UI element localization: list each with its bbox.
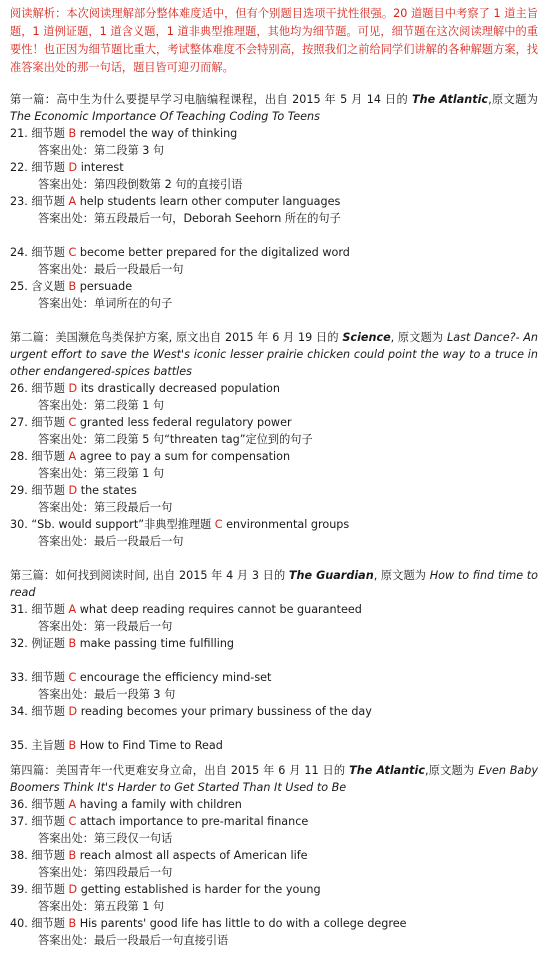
question-item <box>10 601 538 618</box>
question-type: 细节题 <box>31 798 65 811</box>
question-number: 34. <box>10 705 28 718</box>
answer-letter: B <box>68 280 77 293</box>
section-3 <box>10 567 538 754</box>
question-number: 31. <box>10 603 28 616</box>
answer-text: agree to pay a sum for compensation <box>79 450 291 463</box>
question-item <box>10 380 538 397</box>
answer-source: 答案出处：最后一段最后一句 <box>38 535 184 548</box>
answer-letter: B <box>68 127 77 140</box>
question-number: 21. <box>10 127 28 140</box>
question-item <box>10 482 538 499</box>
question-number: 30. <box>10 518 28 531</box>
question-item <box>10 448 538 465</box>
answer-text: reading becomes your primary bussiness of the day <box>80 705 372 718</box>
question-number: 35. <box>10 739 28 752</box>
question-item <box>10 244 538 261</box>
question-type: 细节题 <box>31 849 65 862</box>
question-item <box>10 703 538 720</box>
section-4 <box>10 762 538 949</box>
question-type: 细节题 <box>31 382 65 395</box>
answer-source: 答案出处：第三段第 1 句 <box>38 467 165 480</box>
answer-text: what deep reading requires cannot be guaranteed <box>79 603 362 616</box>
answer-letter: C <box>68 671 77 684</box>
section-heading-mid: , 原文题为 <box>390 331 447 344</box>
question-number: 32. <box>10 637 28 650</box>
question-type: 主旨题 <box>31 739 65 752</box>
question-number: 36. <box>10 798 28 811</box>
question-type: 细节题 <box>31 705 65 718</box>
answer-source: 答案出处：最后一段最后一句直接引语 <box>38 934 229 947</box>
answer-text: interest <box>80 161 124 174</box>
publication-name: Science <box>342 331 391 344</box>
answer-text: become better prepared for the digitalized word <box>79 246 350 259</box>
question-item <box>10 796 538 813</box>
section-heading <box>10 329 538 380</box>
answer-letter: A <box>68 798 77 811</box>
answer-source: 答案出处：第二段第 5 句“threaten tag”定位到的句子 <box>38 433 313 446</box>
section-1 <box>10 91 538 312</box>
question-number: 23. <box>10 195 28 208</box>
answer-letter: B <box>68 917 77 930</box>
article-title: Last Dance?- An urgent effort to save the West's iconic lesser prairie chicken could point the way to a truce in other endangered-spices battles <box>10 331 539 378</box>
question-type: “Sb. would support”非典型推理题 <box>31 518 212 531</box>
question-type: 细节题 <box>31 484 65 497</box>
section-heading-mid: ,原文题为 <box>488 93 538 106</box>
question-type: 细节题 <box>31 883 65 896</box>
answer-text: attach importance to pre-marital finance <box>79 815 309 828</box>
question-number: 39. <box>10 883 28 896</box>
question-item <box>10 159 538 176</box>
question-number: 26. <box>10 382 28 395</box>
answer-text: How to Find Time to Read <box>79 739 223 752</box>
answer-text: the states <box>80 484 137 497</box>
question-type: 细节题 <box>31 127 65 140</box>
answer-source: 答案出处：最后一段最后一句 <box>38 263 184 276</box>
question-item <box>10 125 538 142</box>
question-type: 细节题 <box>31 195 65 208</box>
section-heading-mid: ,原文题为 <box>424 764 479 777</box>
section-2 <box>10 329 538 550</box>
answer-letter: D <box>68 161 78 174</box>
question-number: 28. <box>10 450 28 463</box>
answer-source: 答案出处：第二段第 3 句 <box>38 144 165 157</box>
question-type: 细节题 <box>31 603 65 616</box>
publication-name: The Atlantic <box>349 764 425 777</box>
question-number: 24. <box>10 246 28 259</box>
question-type: 细节题 <box>31 246 65 259</box>
answer-letter: D <box>68 382 78 395</box>
question-number: 33. <box>10 671 28 684</box>
article-title: The Economic Importance Of Teaching Coding To Teens <box>10 110 320 123</box>
answer-text: reach almost all aspects of American life <box>79 849 308 862</box>
question-type: 细节题 <box>31 161 65 174</box>
question-item <box>10 635 538 652</box>
answer-letter: A <box>68 195 77 208</box>
answer-letter: C <box>214 518 223 531</box>
answer-source: 答案出处：第三段最后一句 <box>38 501 173 514</box>
section-heading <box>10 567 538 601</box>
answer-text: His parents' good life has little to do with a college degree <box>79 917 407 930</box>
question-item <box>10 193 538 210</box>
question-item <box>10 813 538 830</box>
answer-letter: C <box>68 246 77 259</box>
question-type: 含义题 <box>31 280 65 293</box>
question-number: 40. <box>10 917 28 930</box>
answer-source: 答案出处：第五段最后一句，Deborah Seehorn 所在的句子 <box>38 212 341 225</box>
answer-text: encourage the efficiency mind-set <box>79 671 272 684</box>
answer-source: 答案出处：第一段最后一句 <box>38 620 173 633</box>
section-heading-cn: 第四篇：美国青年一代更难安身立命，出自 2015 年 6 月 11 日的 <box>10 764 350 777</box>
question-type: 细节题 <box>31 815 65 828</box>
answer-letter: B <box>68 849 77 862</box>
answer-source: 答案出处：单词所在的句子 <box>38 297 173 310</box>
article-title: How to find time to read <box>10 569 538 599</box>
question-type: 细节题 <box>31 450 65 463</box>
article-title: Even Baby Boomers Think It's Harder to Get Started Than It Used to Be <box>10 764 538 794</box>
question-number: 22. <box>10 161 28 174</box>
publication-name: The Guardian <box>288 569 374 582</box>
answer-letter: D <box>68 705 78 718</box>
answer-letter: A <box>68 603 77 616</box>
answer-text: help students learn other computer languages <box>79 195 341 208</box>
answer-source: 答案出处：第二段第 1 句 <box>38 399 165 412</box>
question-item <box>10 915 538 932</box>
answer-letter: B <box>68 739 77 752</box>
question-item <box>10 737 538 754</box>
question-type: 细节题 <box>31 917 65 930</box>
answer-letter: A <box>68 450 77 463</box>
answer-text: having a family with children <box>79 798 242 811</box>
answer-text: getting established is harder for the young <box>80 883 321 896</box>
question-number: 27. <box>10 416 28 429</box>
question-type: 例证题 <box>31 637 65 650</box>
section-heading-cn: 第一篇：高中生为什么要提早学习电脑编程课程，出自 2015 年 5 月 14 日的 <box>10 93 413 106</box>
answer-letter: D <box>68 883 78 896</box>
question-number: 29. <box>10 484 28 497</box>
question-number: 37. <box>10 815 28 828</box>
question-item <box>10 881 538 898</box>
section-heading-cn: 第二篇：美国濒危鸟类保护方案, 原文出自 2015 年 6 月 19 日的 <box>10 331 343 344</box>
section-heading-cn: 第三篇：如何找到阅读时间, 出自 2015 年 4 月 3 日的 <box>10 569 289 582</box>
publication-name: The Atlantic <box>412 93 489 106</box>
question-type: 细节题 <box>31 416 65 429</box>
analysis-intro: 阅读解析：本次阅读理解部分整体难度适中，但有个别题目选项干扰性很强。20 道题目中考察了 1 道主旨题，1 道例证题，1 道含义题，1 道非典型推理题，其他均为细节题。可见，细节题在这次阅读理解中的重要性！也正因为细节题比重大，考试整体难度不会特别高，按照我们之前给同学们讲解的各种解题方案，找准答案出处的那一句话，题目皆可迎刃而解。 <box>10 7 538 74</box>
answer-text: make passing time fulfilling <box>79 637 235 650</box>
answer-text: environmental groups <box>226 518 350 531</box>
answer-letter: B <box>68 637 77 650</box>
question-item <box>10 278 538 295</box>
answer-letter: D <box>68 484 78 497</box>
question-item <box>10 414 538 431</box>
answer-source: 答案出处：第四段最后一句 <box>38 866 173 879</box>
answer-source: 答案出处：最后一段第 3 句 <box>38 688 176 701</box>
question-item <box>10 516 538 533</box>
question-number: 25. <box>10 280 28 293</box>
question-number: 38. <box>10 849 28 862</box>
section-heading-mid: , 原文题为 <box>373 569 430 582</box>
question-item <box>10 847 538 864</box>
section-heading <box>10 91 538 125</box>
answer-text: granted less federal regulatory power <box>79 416 292 429</box>
question-type: 细节题 <box>31 671 65 684</box>
section-heading <box>10 762 538 796</box>
answer-text: persuade <box>79 280 133 293</box>
answer-letter: C <box>68 815 77 828</box>
question-item <box>10 669 538 686</box>
answer-source: 答案出处：第五段第 1 句 <box>38 900 165 913</box>
answer-text: its drastically decreased population <box>80 382 280 395</box>
answer-letter: C <box>68 416 77 429</box>
answer-source: 答案出处：第四段倒数第 2 句的直接引语 <box>38 178 243 191</box>
answer-source: 答案出处：第三段仅一句话 <box>38 832 173 845</box>
answer-text: remodel the way of thinking <box>79 127 238 140</box>
